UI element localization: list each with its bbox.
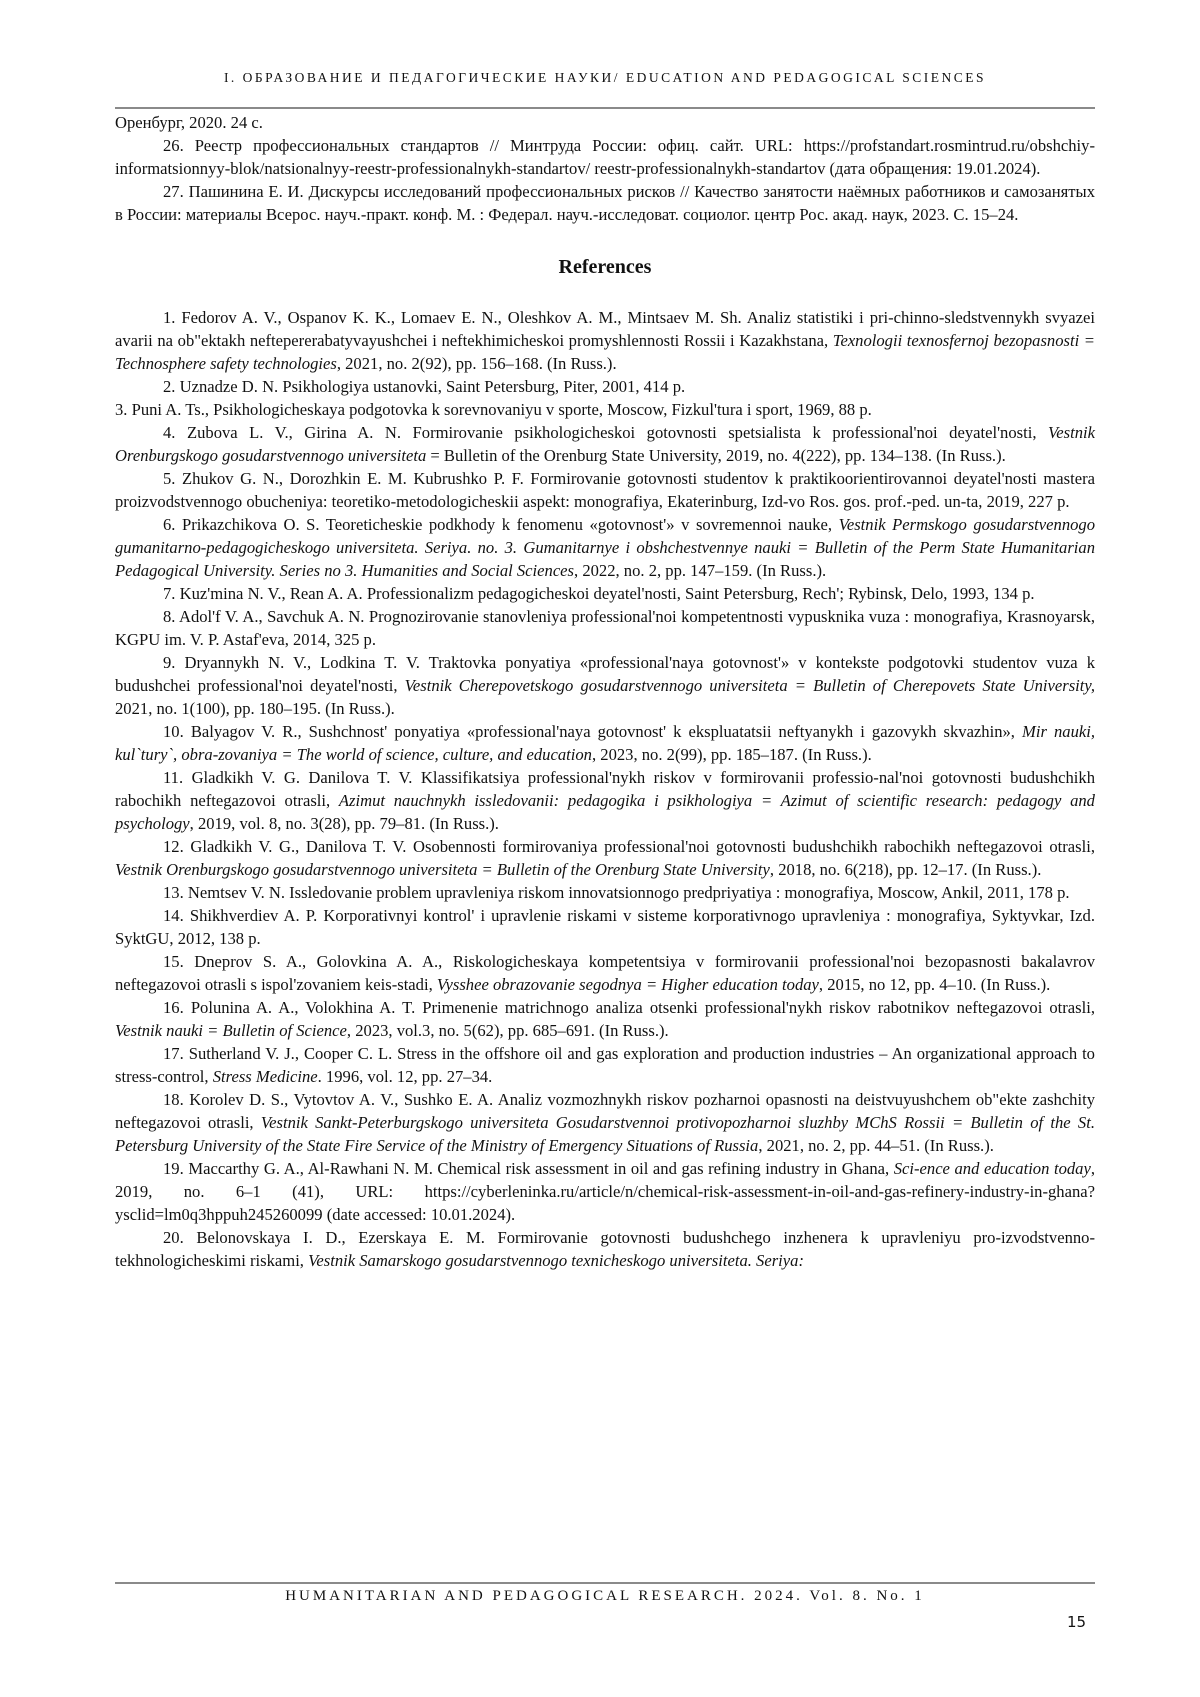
reference-item (115, 605, 1095, 651)
reference-text: . 1996, vol. 12, pp. 27–34. (318, 1067, 493, 1086)
reference-source-title: Vestnik Orenburgskogo gosudarstvennogo universiteta = Bulletin of the Orenburg State University (115, 860, 770, 879)
reference-number: 8. (163, 607, 175, 626)
reference-text: , 2015, no 12, pp. 4–10. (In Russ.). (819, 975, 1050, 994)
reference-text: Belonovskaya I. D., Ezerskaya E. M. Formirovanie gotovnosti budushchego inzhenera k upravleniyu pro-izvodstvenno-tekhnologicheskimi riskami, (115, 1228, 1095, 1270)
reference-text: Maccarthy G. A., Al-Rawhani N. M. Chemical risk assessment in oil and gas refining industry in Ghana, (188, 1159, 893, 1178)
references-body (115, 111, 1095, 1272)
reference-text: Balyagov V. R., Sushchnost' ponyatiya «professional'naya gotovnost' k ekspluatatsii neftyanykh i gazovykh skvazhin», (191, 722, 1022, 741)
reference-item (115, 398, 1095, 421)
continued-reference-line: Оренбург, 2020. 24 с. (115, 111, 1095, 134)
reference-text: Fedorov A. V., Ospanov K. K., Lomaev E. N., Oleshkov A. M., Mintsaev M. Sh. Analiz statistiki i pri-chinno-sledstvennykh svyazei avarii na ob"ektakh neftepererabatyvayushchei i neftekhimicheskoi promyshlennosti Rossii i Kazakhstana, (115, 308, 1095, 350)
reference-source-title: Vestnik Sankt-Peterburgskogo universiteta Gosudarstvennoi protivopozharnoi sluzhby MChS Rossii = Bulletin of the St. Petersburg University of the State Fire Service of the Ministry of Emergency Situations of Russia (115, 1113, 1095, 1155)
reference-number: 20. (163, 1228, 184, 1247)
reference-item (115, 1042, 1095, 1088)
reference-item (115, 904, 1095, 950)
reference-text: , 2023, no. 2(99), pp. 185–187. (In Russ.). (592, 745, 872, 764)
reference-item (115, 467, 1095, 513)
reference-number: 10. (163, 722, 184, 741)
reference-number: 4. (163, 423, 175, 442)
reference-text: , 2019, vol. 8, no. 3(28), pp. 79–81. (In Russ.). (190, 814, 499, 833)
reference-source-title: Mir nauki, kul`tury`, obra-zovaniya = The world of science, culture, and education (115, 722, 1095, 764)
reference-source-title: Texnologii texnosfernoj bezopasnosti = Technosphere safety technologies (115, 331, 1095, 373)
page-number: 15 (1067, 1613, 1086, 1631)
footer-rule (115, 1582, 1095, 1584)
reference-number: 19. (163, 1159, 184, 1178)
reference-number: 9. (163, 653, 175, 672)
reference-text: Puni A. Ts., Psikhologicheskaya podgotovka k sorevnovaniyu v sporte, Moscow, Fizkul'tura i sport, 1969, 88 p. (132, 400, 872, 419)
reference-text: Пашинина Е. И. Дискурсы исследований профессиональных рисков // Качество занятости наёмных работников и самозанятых в России: материалы Всерос. науч.-практ. конф. М. : Федерал. науч.-исследоват. социолог. центр Рос. акад. наук, 2023. С. 15–24. (115, 182, 1095, 224)
reference-text: , 2022, no. 2, pp. 147–159. (In Russ.). (574, 561, 826, 580)
reference-item (115, 582, 1095, 605)
reference-item (115, 720, 1095, 766)
reference-number: 17. (163, 1044, 184, 1063)
reference-number: 11. (163, 768, 183, 787)
reference-text: Shikhverdiev A. P. Korporativnyi kontrol' i upravlenie riskami v sisteme korporativnogo upravleniya : monografiya, Syktyvkar, Izd. SyktGU, 2012, 138 p. (115, 906, 1095, 948)
reference-text: , 2021, no. 2(92), pp. 156–168. (In Russ.). (337, 354, 617, 373)
russian-reference-list (115, 134, 1095, 226)
reference-number: 18. (163, 1090, 184, 1109)
reference-number: 2. (163, 377, 175, 396)
reference-number: 6. (163, 515, 175, 534)
russian-reference-item (115, 134, 1095, 180)
reference-item (115, 835, 1095, 881)
reference-source-title: Vysshee obrazovanie segodnya = Higher education today (437, 975, 819, 994)
reference-text: Реестр профессиональных стандартов // Минтруда России: офиц. сайт. URL: https://profstandart.rosmintrud.ru/obshchiy-informatsionnyy-blok/natsionalnyy-reestr-professionalnykh-standartov/ reestr-professionalnykh-standartov (дата обращения: 19.01.2024). (115, 136, 1095, 178)
reference-number: 12. (163, 837, 184, 856)
reference-text: Adol'f V. A., Savchuk A. N. Prognozirovanie stanovleniya professional'noi kompetentnosti vypusknika vuza : monografiya, Krasnoyarsk, KGPU im. V. P. Astaf'eva, 2014, 325 p. (115, 607, 1095, 649)
reference-item (115, 996, 1095, 1042)
reference-text: Zubova L. V., Girina A. N. Formirovanie psikhologicheskoi gotovnosti spetsialista k professional'noi deyatel'nosti, (187, 423, 1048, 442)
reference-text: = Bulletin of the Orenburg State University, 2019, no. 4(222), pp. 134–138. (In Russ.). (426, 446, 1005, 465)
reference-item (115, 766, 1095, 835)
reference-item (115, 1088, 1095, 1157)
reference-text: , 2018, no. 6(218), pp. 12–17. (In Russ.). (770, 860, 1041, 879)
reference-item (115, 375, 1095, 398)
reference-source-title: Vestnik Cherepovetskogo gosudarstvennogo universiteta = Bulletin of Cherepovets State University, (405, 676, 1095, 695)
reference-source-title: Vestnik nauki = Bulletin of Science (115, 1021, 347, 1040)
reference-number: 1. (163, 308, 175, 327)
english-reference-list (115, 306, 1095, 1272)
reference-text: Kuz'mina N. V., Rean A. A. Professionalizm pedagogicheskoi deyatel'nosti, Saint Petersburg, Rech'; Rybinsk, Delo, 1993, 134 p. (180, 584, 1035, 603)
russian-reference-item (115, 180, 1095, 226)
reference-number: 13. (163, 883, 184, 902)
reference-text: Zhukov G. N., Dorozhkin E. M. Kubrushko P. F. Formirovanie gotovnosti studentov k praktikoorientirovannoi deyatel'nosti mastera proizvodstvennogo obucheniya: teoretiko-metodologicheskii aspekt: monografiya, Ekaterinburg, Izd-vo Ros. gos. prof.-ped. un-ta, 2019, 227 p. (115, 469, 1095, 511)
reference-text: Gladkikh V. G. Danilova T. V. Klassifikatsiya professional'nykh riskov v formirovanii professio-nal'noi gotovnosti budushchikh rabochikh neftegazovoi otrasli, (115, 768, 1095, 810)
reference-text: Polunina A. A., Volokhina A. T. Primenenie matrichnogo analiza otsenki professional'nykh riskov rabotnikov neftegazovoi otrasli, (191, 998, 1095, 1017)
reference-text: Dryannykh N. V., Lodkina T. V. Traktovka ponyatiya «professional'naya gotovnost'» v kontekste podgotovki studentov vuza k budushchei professional'noi deyatel'nosti, (115, 653, 1095, 695)
reference-text: Uznadze D. N. Psikhologiya ustanovki, Saint Petersburg, Piter, 2001, 414 p. (180, 377, 686, 396)
reference-text: , 2021, no. 2, pp. 44–51. (In Russ.). (758, 1136, 994, 1155)
reference-text: Prikazchikova O. S. Teoreticheskie podkhody k fenomenu «gotovnost'» v sovremennoi nauke, (182, 515, 839, 534)
reference-item (115, 421, 1095, 467)
reference-source-title: Stress Medicine (213, 1067, 318, 1086)
reference-text: Gladkikh V. G., Danilova T. V. Osobennosti formirovaniya professional'noi gotovnosti budushchikh rabochikh neftegazovoi otrasli, (190, 837, 1095, 856)
reference-source-title: Vestnik Permskogo gosudarstvennogo gumanitarno-pedagogicheskogo universiteta. Seriya. no. 3. Gumanitarnye i obshchestvennye nauki = Bulletin of the Perm State Humanitarian Pedagogical University. Series no 3. Humanities and Social Sciences (115, 515, 1095, 580)
reference-item (115, 1226, 1095, 1272)
reference-source-title: Sci-ence and education today (894, 1159, 1091, 1178)
reference-text: Dneprov S. A., Golovkina A. A., Riskologicheskaya kompetentsiya v formirovanii professional'noi bezopasnosti bakalavrov neftegazovoi otrasli s ispol'zovaniem keis-stadi, (115, 952, 1095, 994)
reference-item (115, 950, 1095, 996)
reference-text: Korolev D. S., Vytovtov A. V., Sushko E. A. Analiz vozmozhnykh riskov pozharnoi opasnosti na deistvuyushchem ob"ekte zashchity neftegazovoi otrasli, (115, 1090, 1095, 1132)
reference-item (115, 306, 1095, 375)
reference-item (115, 651, 1095, 720)
header-rule (115, 107, 1095, 109)
reference-text: Sutherland V. J., Cooper C. L. Stress in the offshore oil and gas exploration and production industries – An organizational approach to stress-control, (115, 1044, 1095, 1086)
reference-number: 3. (115, 400, 127, 419)
reference-item (115, 881, 1095, 904)
reference-number: 15. (163, 952, 184, 971)
reference-item (115, 1157, 1095, 1226)
reference-number: 16. (163, 998, 184, 1017)
reference-number: 14. (163, 906, 184, 925)
reference-item (115, 513, 1095, 582)
reference-number: 26. (163, 136, 184, 155)
reference-number: 27. (163, 182, 184, 201)
reference-text: 2021, no. 1(100), pp. 180–195. (In Russ.). (115, 699, 395, 718)
references-heading: References (115, 255, 1095, 279)
running-head: I. ОБРАЗОВАНИЕ И ПЕДАГОГИЧЕСКИЕ НАУКИ/ EDUCATION AND PEDAGOGICAL SCIENCES (115, 70, 1095, 86)
reference-source-title: Vestnik Orenburgskogo gosudarstvennogo universiteta (115, 423, 1095, 465)
reference-text: , 2019, no. 6–1 (41), URL: https://cyberleninka.ru/article/n/chemical-risk-assessment-in-oil-and-gas-refinery-industry-in-ghana?ysclid=lm0q3hppuh245260099 (date accessed: 10.01.2024). (115, 1159, 1095, 1224)
reference-number: 7. (163, 584, 175, 603)
reference-source-title: Azimut nauchnykh issledovanii: pedagogika i psikhologiya = Azimut of scientific research: pedagogy and psychology (115, 791, 1095, 833)
reference-text: , 2023, vol.3, no. 5(62), pp. 685–691. (In Russ.). (347, 1021, 669, 1040)
running-foot: HUMANITARIAN AND PEDAGOGICAL RESEARCH. 2024. Vol. 8. No. 1 (115, 1588, 1095, 1605)
reference-text: Nemtsev V. N. Issledovanie problem upravleniya riskom innovatsionnogo predpriyatiya : monografiya, Moscow, Ankil, 2011, 178 p. (188, 883, 1070, 902)
reference-source-title: Vestnik Samarskogo gosudarstvennogo texnicheskogo universiteta. Seriya: (308, 1251, 804, 1270)
reference-number: 5. (163, 469, 175, 488)
